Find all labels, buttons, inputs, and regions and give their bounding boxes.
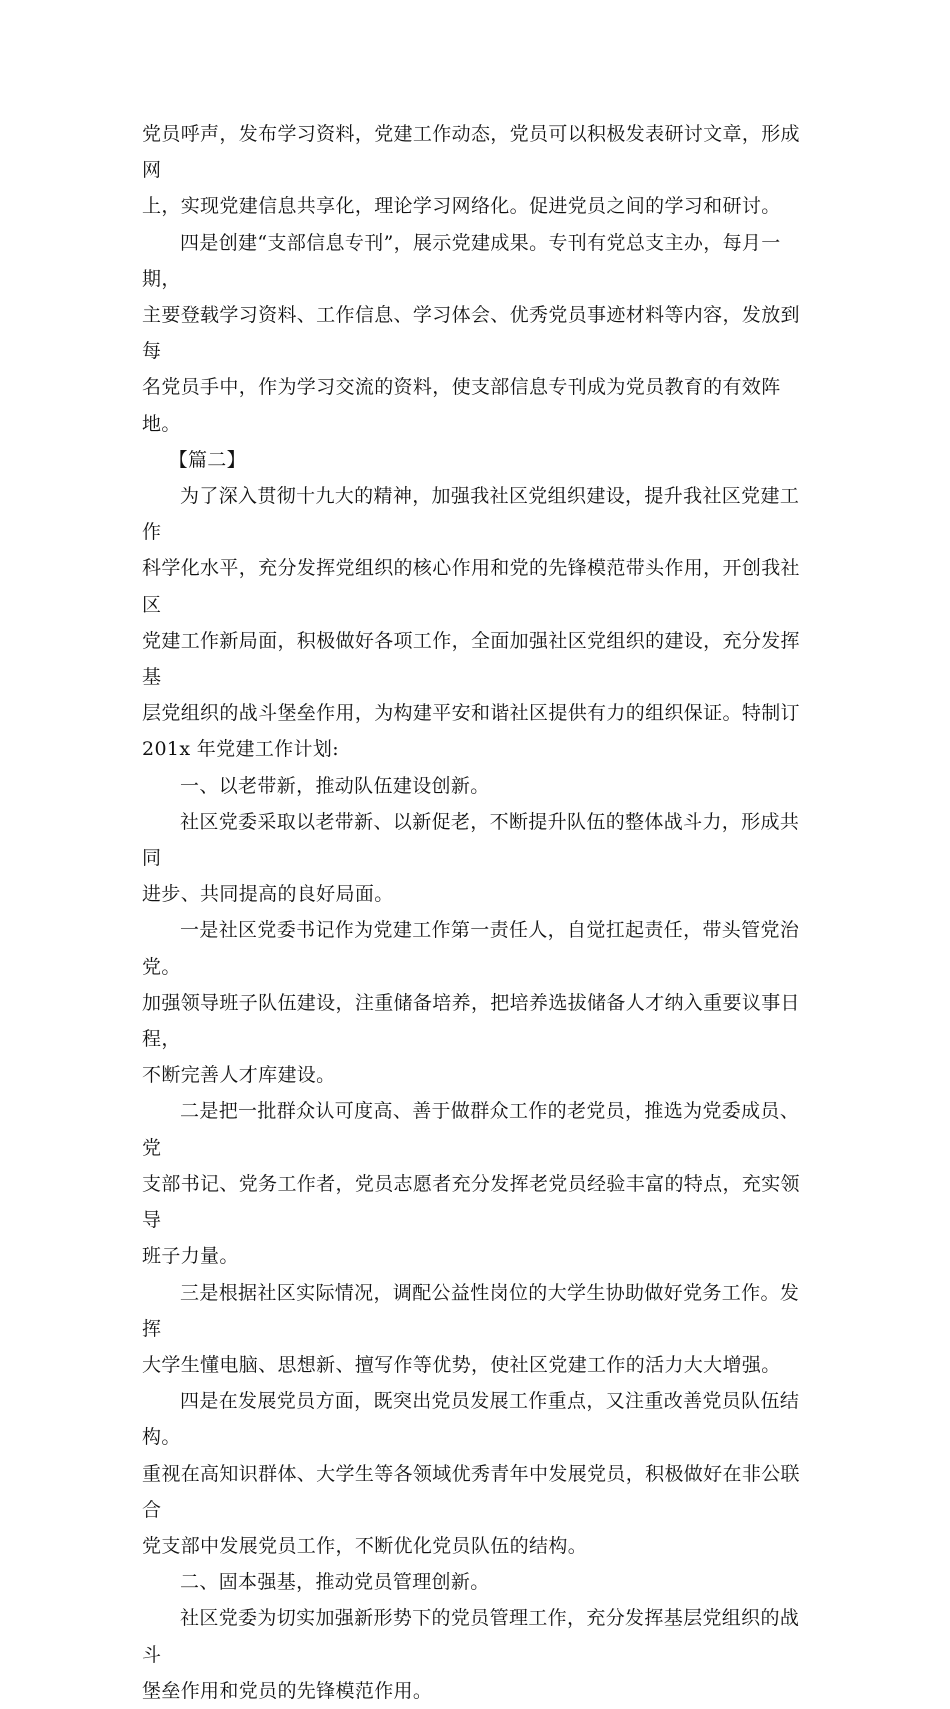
text-line: 重视在高知识群体、大学生等各领域优秀青年中发展党员，积极做好在非公联合 (142, 1462, 800, 1521)
text-line: 科学化水平，充分发挥党组织的核心作用和党的先锋模范带头作用，开创我社区 (142, 557, 800, 616)
paragraph-p2 (142, 225, 814, 442)
text-line: 名党员手中，作为学习交流的资料，使支部信息专刊成为党员教育的有效阵地。 (142, 376, 781, 435)
text-line: 二是把一批群众认可度高、善于做群众工作的老党员，推选为党委成员、党 (142, 1100, 800, 1159)
text-line: 201x 年党建工作计划: (142, 738, 339, 761)
text-line: 加强领导班子队伍建设，注重储备培养，把培养选拔储备人才纳入重要议事日程， (142, 991, 800, 1051)
text-line: 进步、共同提高的良好局面。 (142, 883, 394, 906)
text-line: 支部书记、党务工作者，党员志愿者充分发挥老党员经验丰富的特点，充实领导 (142, 1172, 800, 1232)
text-line: 一是社区党委书记作为党建工作第一责任人，自觉扛起责任，带头管党治党。 (142, 919, 800, 978)
text-line: 一、以老带新，推动队伍建设创新。 (180, 774, 490, 797)
paragraph-p12 (142, 1600, 814, 1709)
text-line: 四是在发展党员方面，既突出党员发展工作重点，又注重改善党员队伍结构。 (142, 1390, 800, 1449)
text-line: 党建工作新局面，积极做好各项工作，全面加强社区党组织的建设，充分发挥基 (142, 629, 800, 689)
paragraph-p7 (142, 912, 814, 1093)
text-line: 主要登载学习资料、工作信息、学习体会、优秀党员事迹材料等内容，发放到每 (142, 304, 800, 363)
paragraph-p4 (142, 478, 814, 768)
text-line: 为了深入贯彻十九大的精神，加强我社区党组织建设，提升我社区党建工作 (142, 485, 800, 544)
paragraph-p3 (142, 442, 814, 478)
text-line: 三是根据社区实际情况，调配公益性岗位的大学生协助做好党务工作。发挥 (142, 1281, 800, 1340)
text-line: 堡垒作用和党员的先锋模范作用。 (142, 1679, 433, 1702)
paragraph-p5 (142, 768, 814, 804)
paragraph-p10 (142, 1383, 814, 1564)
text-line: 不断完善人才库建设。 (142, 1064, 336, 1087)
text-line: 党支部中发展党员工作，不断优化党员队伍的结构。 (142, 1534, 588, 1557)
text-line: 党员呼声，发布学习资料，党建工作动态，党员可以积极发表研讨文章，形成网 (142, 123, 800, 182)
text-line: 上，实现党建信息共享化，理论学习网络化。促进党员之间的学习和研讨。 (142, 195, 781, 218)
text-line: 四是创建“支部信息专刊”，展示党建成果。专刊有党总支主办，每月一期， (142, 231, 781, 290)
paragraph-p8 (142, 1093, 814, 1274)
paragraph-p11 (142, 1564, 814, 1600)
text-line: 大学生懂电脑、思想新、擅写作等优势，使社区党建工作的活力大大增强。 (142, 1353, 781, 1376)
text-line: 社区党委采取以老带新、以新促老，不断提升队伍的整体战斗力，形成共同 (142, 810, 800, 870)
text-line: 层党组织的战斗堡垒作用，为构建平安和谐社区提供有力的组织保证。特制订 (142, 702, 800, 725)
text-line: 社区党委为切实加强新形势下的党员管理工作，充分发挥基层党组织的战斗 (142, 1607, 800, 1666)
text-line: 二、固本强基，推动党员管理创新。 (180, 1571, 490, 1594)
text-line: 【篇二】 (168, 448, 246, 471)
text-line: 班子力量。 (142, 1245, 239, 1268)
paragraph-p9 (142, 1275, 814, 1384)
paragraph-p1 (142, 116, 814, 225)
paragraph-p6 (142, 804, 814, 913)
document-body (142, 116, 814, 1709)
